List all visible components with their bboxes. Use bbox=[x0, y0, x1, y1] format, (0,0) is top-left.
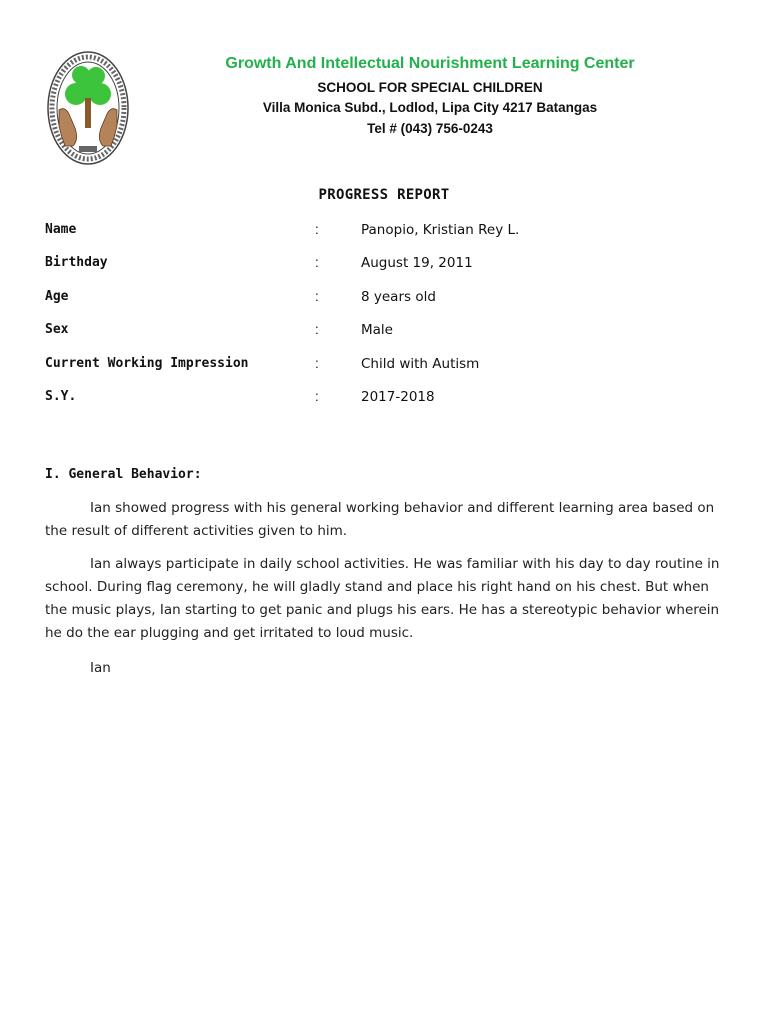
info-label: Name bbox=[45, 222, 77, 237]
info-label: Age bbox=[45, 289, 69, 304]
info-row-age bbox=[0, 289, 768, 311]
info-row-sex bbox=[0, 322, 768, 344]
info-colon: : bbox=[315, 222, 319, 237]
info-colon: : bbox=[315, 322, 319, 337]
school-logo bbox=[45, 48, 131, 168]
paragraph: Ian bbox=[90, 660, 111, 676]
info-colon: : bbox=[315, 289, 319, 304]
info-value: Male bbox=[361, 322, 393, 338]
school-address: Villa Monica Subd., Lodlod, Lipa City 4217 Batangas bbox=[262, 100, 598, 115]
info-row-birthday bbox=[0, 255, 768, 277]
info-colon: : bbox=[315, 389, 319, 404]
info-label: S.Y. bbox=[45, 389, 77, 404]
info-label: Sex bbox=[45, 322, 69, 337]
paragraph: Ian always participate in daily school activities. He was familiar with his day to day routine in school. During flag ceremony, he will gladly stand and place his right hand on his chest. But when the music plays, Ian starting to get panic and plugs his ears. He has a stereotypic behavior wherein he do the ear plugging and get irritated to loud music. bbox=[45, 556, 720, 641]
info-colon: : bbox=[315, 255, 319, 270]
info-label: Birthday bbox=[45, 255, 108, 270]
school-name: Growth And Intellectual Nourishment Learning Center bbox=[225, 55, 635, 72]
school-type: SCHOOL FOR SPECIAL CHILDREN bbox=[317, 80, 543, 95]
info-value: Panopio, Kristian Rey L. bbox=[361, 222, 520, 238]
info-value: 8 years old bbox=[361, 289, 436, 305]
info-row-impression bbox=[0, 356, 768, 378]
info-value: August 19, 2011 bbox=[361, 255, 473, 271]
info-colon: : bbox=[315, 356, 319, 371]
section-title: I. General Behavior: bbox=[45, 467, 202, 482]
info-row-name bbox=[0, 222, 768, 244]
info-value: Child with Autism bbox=[361, 356, 480, 372]
school-phone: Tel # (043) 756-0243 bbox=[367, 121, 493, 136]
info-row-school-year bbox=[0, 389, 768, 411]
report-title: PROGRESS REPORT bbox=[318, 187, 450, 203]
info-label: Current Working Impression bbox=[45, 356, 249, 371]
info-value: 2017-2018 bbox=[361, 389, 435, 405]
paragraph: Ian showed progress with his general working behavior and different learning area based on the result of different activities given to him. bbox=[45, 500, 715, 539]
